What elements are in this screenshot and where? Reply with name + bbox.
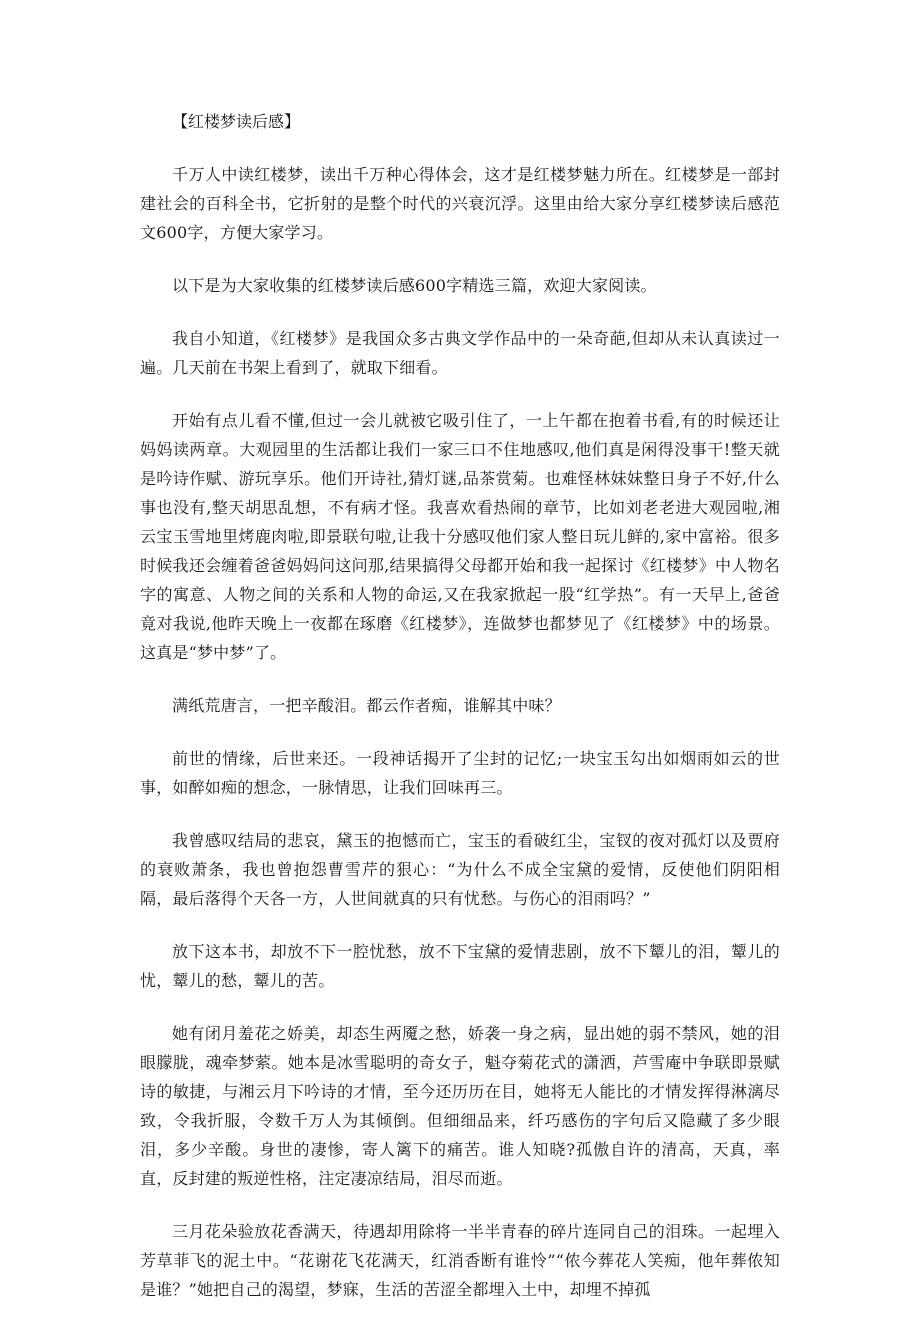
paragraph-collection-note: 以下是为大家收集的红楼梦读后感600字精选三篇，欢迎大家阅读。 bbox=[172, 276, 657, 295]
paragraph-past-life: 前世的情缘，后世来还。一段神话揭开了尘封的记忆;一块宝玉勾出如烟雨如云的世事，如醉如痴的想念，一脉情思，让我们回味再三。 bbox=[140, 749, 780, 797]
paragraph-burying-flowers: 三月花朵验放花香满天，待遇却用除将一半半青春的碎片连同自己的泪珠。一起埋入芳草菲飞的泥土中。“花谢花飞花满天，红消香断有谁怜”“侬今葬花人笑痴，他年葬侬知是谁？”她把自己的渴望，梦寐，生活的苦涩全都埋入土中，却埋不掉孤 bbox=[140, 1222, 780, 1299]
document-page bbox=[140, 108, 780, 1328]
paragraph-put-down-book: 放下这本书，却放不下一腔忧愁，放不下宝黛的爱情悲剧，放不下颦儿的泪，颦儿的忧，颦儿的愁，颦儿的苦。 bbox=[140, 942, 780, 990]
document-title: 【红楼梦读后感】 bbox=[172, 112, 301, 131]
paragraph-intro: 千万人中读红楼梦，读出千万种心得体会，这才是红楼梦魅力所在。红楼梦是一部封建社会的百科全书，它折射的是整个时代的兴衰沉浮。这里由给大家分享红楼梦读后感范文600字，方便大家学习。 bbox=[140, 165, 780, 242]
paragraph-poem-quote: 满纸荒唐言，一把辛酸泪。都云作者痴，谁解其中味？ bbox=[172, 696, 561, 715]
paragraph-childhood: 我自小知道，《红楼梦》是我国众多古典文学作品中的一朵奇葩,但却从未认真读过一遍。几天前在书架上看到了，就取下细看。 bbox=[140, 329, 780, 377]
paragraph-ending-sorrow: 我曾感叹结局的悲哀，黛玉的抱憾而亡，宝玉的看破红尘，宝钗的夜对孤灯以及贾府的衰败萧条，我也曾抱怨曹雪芹的狠心：“为什么不成全宝黛的爱情，反使他们阴阳相隔，最后落得个天各一方，人世间就真的只有忧愁。与伤心的泪雨吗？” bbox=[140, 831, 780, 908]
paragraph-reading-experience: 开始有点儿看不懂,但过一会儿就被它吸引住了，一上午都在抱着书看,有的时候还让妈妈读两章。大观园里的生活都让我们一家三口不住地感叹,他们真是闲得没事干!整天就是吟诗作赋、游玩享乐。他们开诗社,猜灯谜,品茶赏菊。也难怪林妹妹整日身子不好,什么事也没有,整天胡思乱想，不有病才怪。我喜欢看热闹的章节，比如刘老老进大观园啦,湘云宝玉雪地里烤鹿肉啦,即景联句啦,让我十分感叹他们家人整日玩儿鲜的,家中富裕。很多时候我还会缠着爸爸妈妈问这问那,结果搞得父母都开始和我一起探讨《红楼梦》中人物名字的寓意、人物之间的关系和人物的命运,又在我家掀起一股“红学热”。有一天早上,爸爸竟对我说,他昨天晚上一夜都在琢磨《红楼梦》，连做梦也都梦见了《红楼梦》中的场景。这真是“梦中梦”了。 bbox=[140, 411, 780, 662]
paragraph-daiyu-portrait: 她有闭月羞花之娇美，却态生两魇之愁，娇袭一身之病，显出她的弱不禁风，她的泪眼朦胧，魂牵梦萦。她本是冰雪聪明的奇女子，魁夺菊花式的潇洒，芦雪庵中争联即景赋诗的敏捷，与湘云月下吟诗的才情，至今还历历在目，她将无人能比的才情发挥得淋漓尽致，令我折服，令数千万人为其倾倒。但细细品来，纤巧感伤的字句后又隐藏了多少眼泪，多少辛酸。身世的凄惨，寄人篱下的痛苦。谁人知晓?孤傲自许的清高，天真，率直，反封建的叛逆性格，注定凄凉结局，泪尽而逝。 bbox=[140, 1024, 780, 1188]
